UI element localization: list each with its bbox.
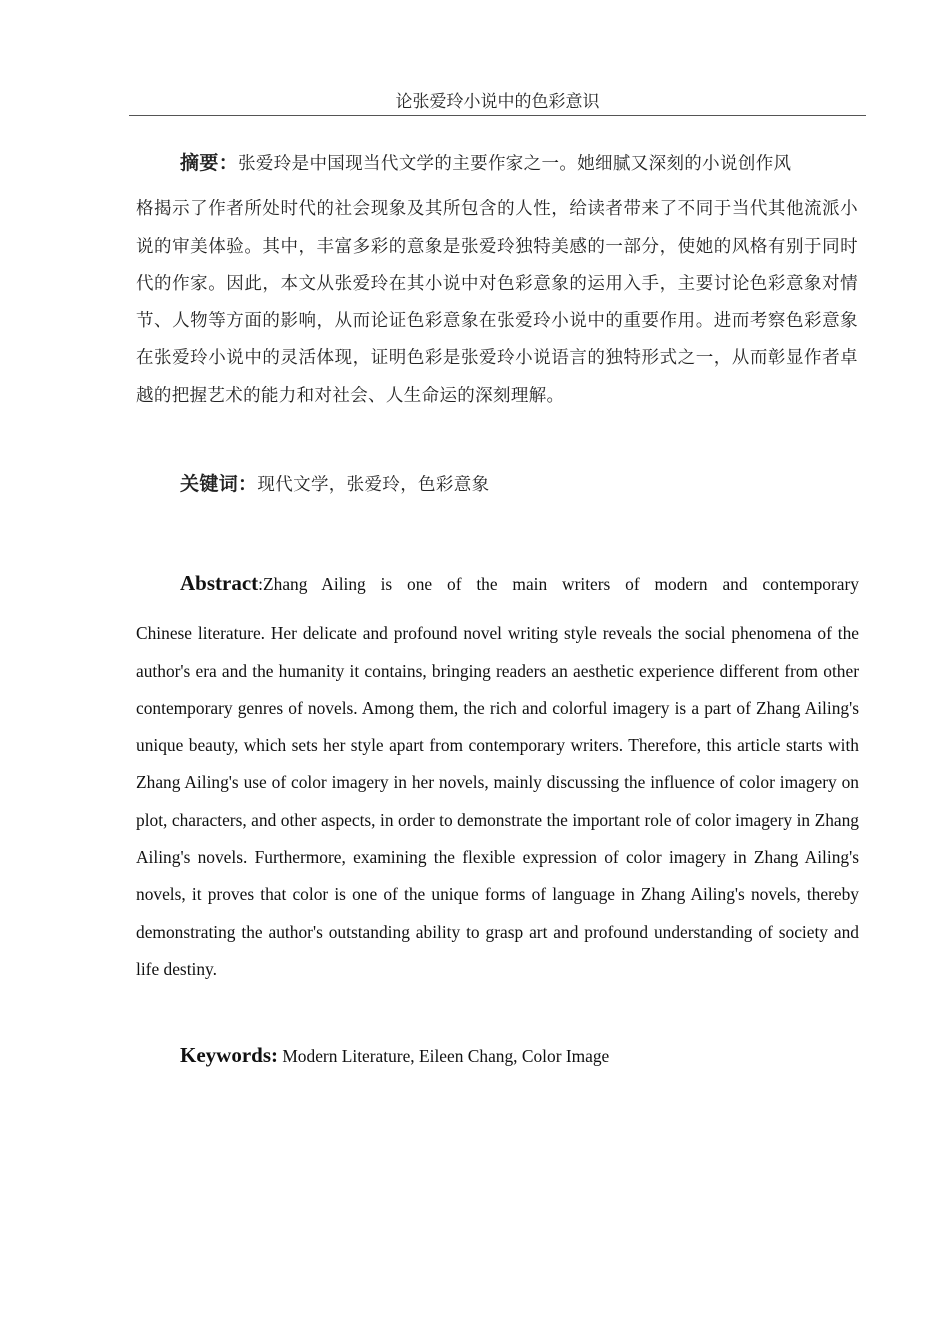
- english-abstract: [136, 565, 859, 988]
- chinese-abstract-body: 格揭示了作者所处时代的社会现象及其所包含的人性，给读者带来了不同于当代其他流派小说的审美体验。其中，丰富多彩的意象是张爱玲独特美感的一部分，使她的风格有别于同时代的作家。因此，本文从张爱玲在其小说中对色彩意象的运用入手，主要讨论色彩意象对情节、人物等方面的影响，从而论证色彩意象在张爱玲小说中的重要作用。进而考察色彩意象在张爱玲小说中的灵活体现，证明色彩是张爱玲小说语言的独特形式之一，从而彰显作者卓越的把握艺术的能力和对社会、人生命运的深刻理解。: [136, 199, 858, 406]
- chinese-abstract-first-text: 张爱玲是中国现当代文学的主要作家之一。她细腻又深刻的小说创作风: [238, 154, 792, 174]
- page-header: [129, 90, 866, 116]
- english-abstract-body: Chinese literature. Her delicate and profound novel writing style reveals the social phenomena of the author's era and the humanity it contains, bringing readers an aesthetic experience different from other contemporary genres of novels. Among them, the rich and colorful imagery is a part of Zhang Ailing's unique beauty, which sets her style apart from contemporary writers. Therefore, this article starts with Zhang Ailing's use of color imagery in her novels, mainly discussing the influence of color imagery on plot, characters, and other aspects, in order to demonstrate the important role of color imagery in Zhang Ailing's novels. Furthermore, examining the flexible expression of color imagery in Zhang Ailing's novels, it proves that color is one of the unique forms of language in Zhang Ailing's novels, thereby demonstrating the author's outstanding ability to grasp art and profound understanding of society and life destiny.: [136, 623, 859, 979]
- chinese-keywords-value: 现代文学，张爱玲，色彩意象: [257, 475, 490, 495]
- english-abstract-separator: :: [258, 574, 263, 594]
- english-keywords-label: Keywords:: [180, 1043, 278, 1067]
- english-keywords-value: Modern Literature, Eileen Chang, Color Image: [278, 1046, 610, 1066]
- chinese-keywords: [180, 466, 489, 503]
- english-keywords: [180, 1037, 609, 1074]
- chinese-abstract: [136, 145, 858, 415]
- english-abstract-first-text: Zhang Ailing is one of the main writers of modern and contemporary: [263, 574, 859, 594]
- chinese-abstract-label: 摘要：: [180, 152, 239, 174]
- chinese-keywords-label: 关键词：: [180, 473, 258, 495]
- english-abstract-first-line: [136, 565, 859, 603]
- running-header-title: 论张爱玲小说中的色彩意识: [395, 92, 600, 112]
- english-abstract-label: Abstract: [180, 571, 259, 595]
- chinese-abstract-first-line: [136, 145, 858, 183]
